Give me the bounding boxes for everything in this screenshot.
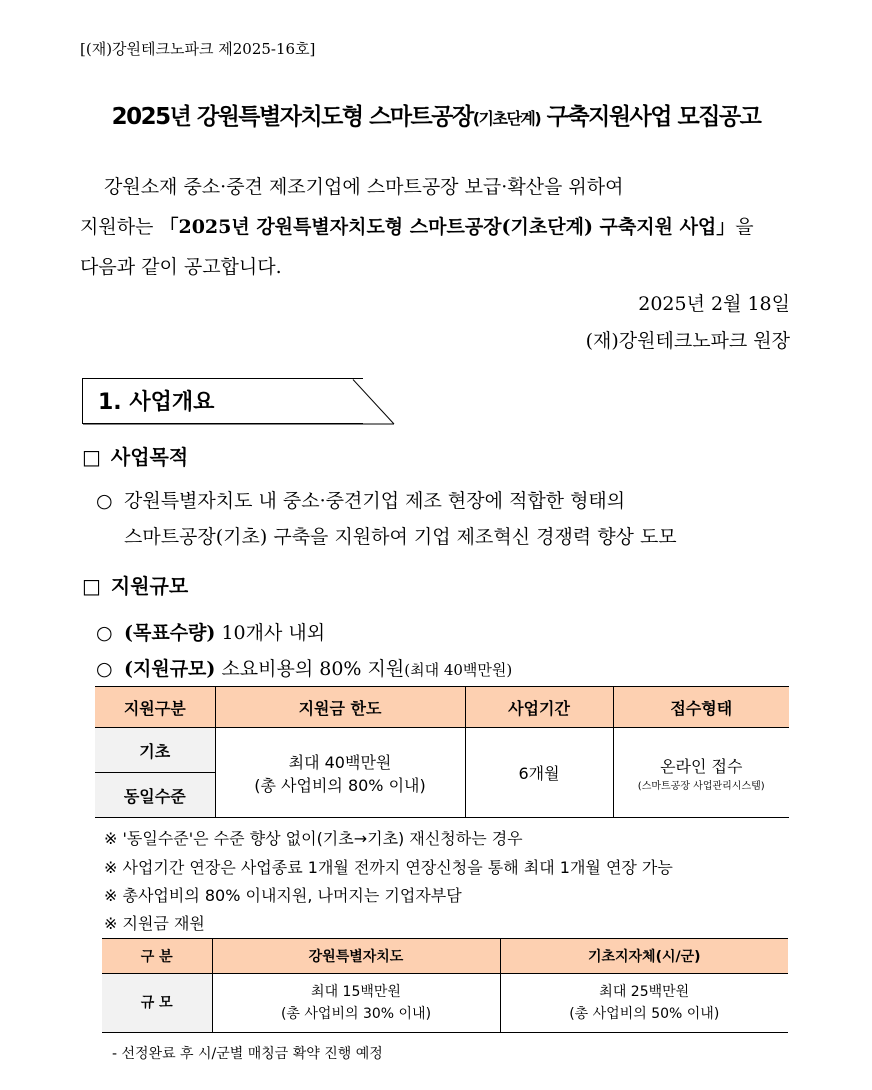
note-3: ※ 총사업비의 80% 이내지원, 나머지는 기업자부담 (104, 886, 462, 905)
row-label-same-level: 동일수준 (95, 773, 215, 818)
square-bullet-icon: □ (82, 445, 101, 469)
local-line-1: 최대 25백만원 (599, 983, 690, 1000)
table-row (95, 728, 789, 773)
subheading-purpose (82, 441, 188, 470)
circle-bullet-icon: ○ (96, 490, 113, 512)
support-text: 소요비용의 80% 지원 (215, 658, 405, 680)
support-limit-cell (215, 728, 465, 818)
table-header-row (95, 687, 789, 728)
note-2: ※ 사업기간 연장은 사업종료 1개월 전까지 연장신청을 통해 최대 1개월 연장 가능 (104, 858, 673, 877)
title-main-a: 2025년 강원특별자치도형 스마트공장 (111, 104, 473, 130)
table-header: 사업기간 (465, 687, 613, 728)
table-header: 지원금 한도 (215, 687, 465, 728)
subheading-scale (82, 570, 188, 599)
announcement-date: 2025년 2월 18일 (638, 293, 790, 315)
purpose-bullet (96, 486, 625, 513)
intro-line-2c: 을 (735, 216, 754, 238)
table-header: 접수형태 (613, 687, 789, 728)
intro-line-2a: 지원하는 (80, 216, 160, 238)
support-label: (지원규모) (124, 658, 216, 680)
target-label: (목표수량) (124, 622, 216, 644)
local-gov-cell (500, 974, 788, 1033)
province-line-2: (총 사업비의 30% 이내) (280, 1006, 432, 1022)
form-line-2: (스마트공장 사업관리시스템) (637, 780, 765, 792)
issuer: (재)강원테크노파크 원장 (585, 330, 790, 352)
table-header: 강원특별자치도 (212, 939, 500, 974)
table-header-row (102, 939, 788, 974)
square-bullet-icon: □ (82, 574, 101, 598)
province-cell (212, 974, 500, 1033)
intro-line-3: 다음과 같이 공고합니다. (80, 256, 282, 278)
limit-line-1: 최대 40백만원 (288, 752, 392, 772)
table-row (102, 974, 788, 1033)
scale-bullet-target (96, 618, 325, 645)
period-cell: 6개월 (465, 728, 613, 818)
title-small: (기초단계) (472, 109, 541, 128)
program-name: 「2025년 강원특별자치도형 스마트공장(기초단계) 구축지원 사업」 (159, 216, 736, 238)
row-label-scale: 규 모 (102, 974, 212, 1033)
intro-line-1: 강원소재 중소·중견 제조기업에 스마트공장 보급·확산을 위하여 (104, 176, 624, 198)
intro-line-2 (80, 212, 754, 239)
submission-cell (613, 728, 789, 818)
subheading-scale-text: 지원규모 (110, 574, 189, 598)
form-line-1: 온라인 접수 (660, 756, 743, 776)
row-label-basic: 기초 (95, 728, 215, 773)
province-line-1: 최대 15백만원 (311, 983, 401, 1000)
support-table (95, 686, 789, 818)
table-header: 기초지자체(시/군) (500, 939, 788, 974)
purpose-line-1: 강원특별자치도 내 중소·중견기업 제조 현장에 적합한 형태의 (124, 490, 626, 512)
purpose-line-2: 스마트공장(기초) 구축을 지원하여 기업 제조혁신 경쟁력 향상 도모 (124, 526, 677, 548)
title-main-b: 구축지원사업 모집공고 (540, 104, 761, 130)
circle-bullet-icon: ○ (96, 658, 113, 680)
funding-source-table (102, 938, 788, 1033)
page-title (0, 98, 872, 131)
subheading-purpose-text: 사업목적 (110, 445, 189, 469)
circle-bullet-icon: ○ (96, 622, 113, 644)
table-header: 지원구분 (95, 687, 215, 728)
target-text: 10개사 내외 (215, 622, 326, 644)
local-line-2: (총 사업비의 50% 이내) (569, 1006, 720, 1022)
footnote: - 선정완료 후 시/군별 매칭금 확약 진행 예정 (112, 1046, 383, 1062)
note-4: ※ 지원금 재원 (104, 914, 205, 933)
note-1: ※ '동일수준'은 수준 향상 없이(기초→기초) 재신청하는 경우 (104, 829, 523, 848)
limit-line-2: (총 사업비의 80% 이내) (254, 775, 426, 795)
section-title: 1. 사업개요 (98, 390, 215, 415)
scale-bullet-support (96, 654, 512, 681)
support-max: (최대 40백만원) (404, 661, 513, 679)
document-number: [(재)강원테크노파크 제2025-16호] (80, 40, 316, 58)
table-header: 구 분 (102, 939, 212, 974)
